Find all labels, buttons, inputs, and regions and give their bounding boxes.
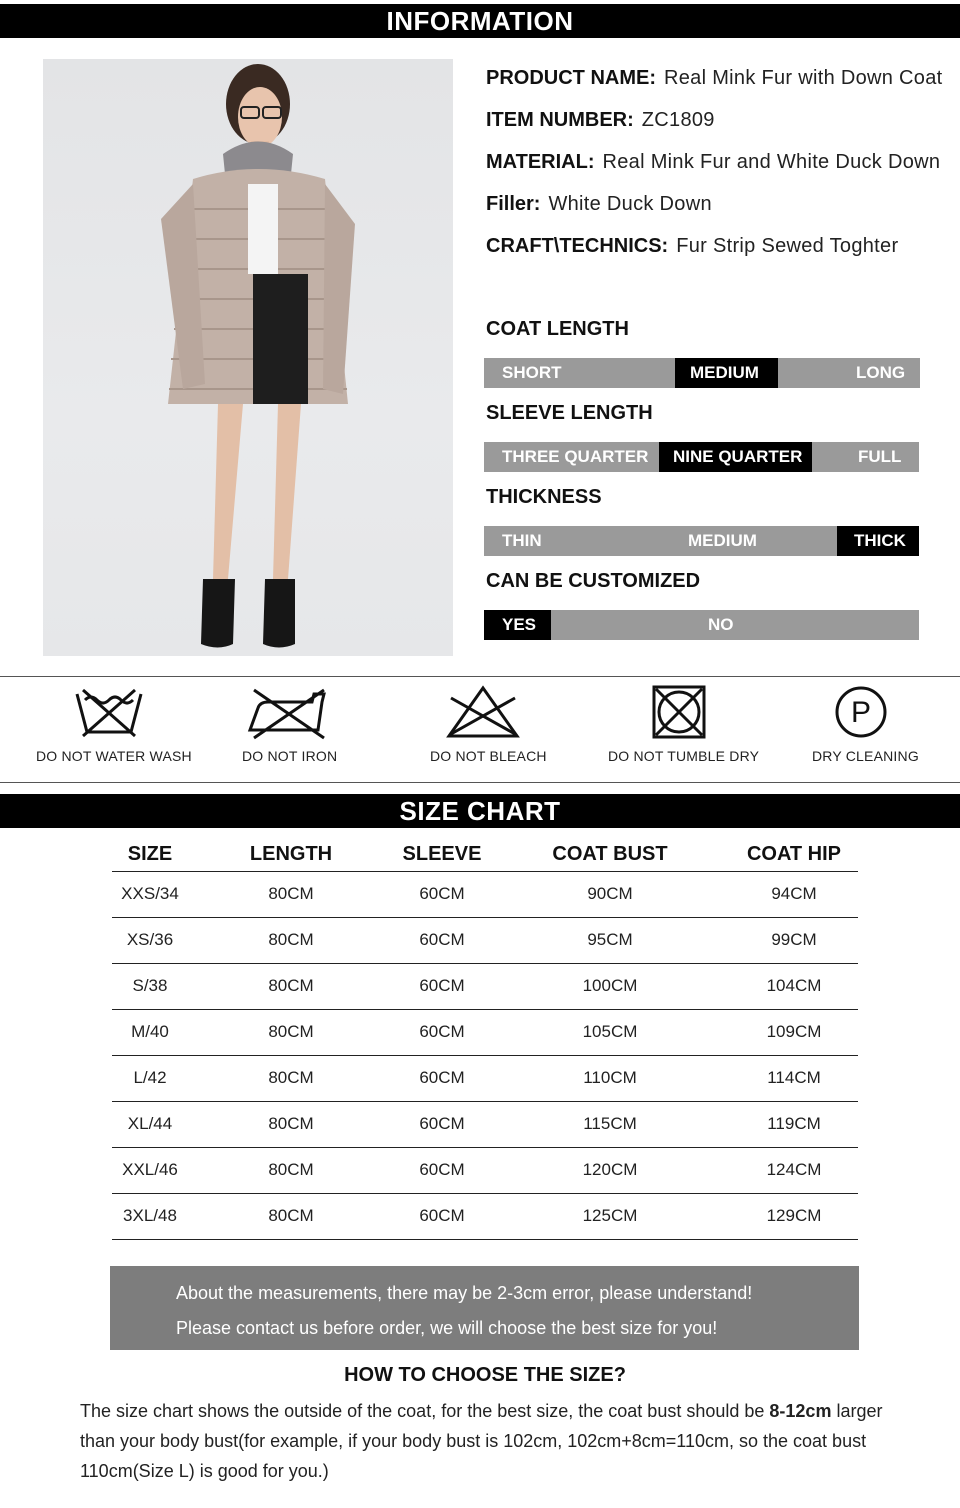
thickness-thick-selected: THICK	[837, 526, 919, 556]
sleeve-length-scale	[484, 442, 919, 472]
cell-size: M/40	[112, 1009, 188, 1055]
size-chart-table	[112, 838, 858, 1240]
cell-hip: 94CM	[730, 871, 858, 917]
cell-bust: 105CM	[490, 1009, 730, 1055]
no-bleach-icon	[445, 684, 521, 740]
care-no-iron	[242, 684, 338, 764]
thickness-scale	[484, 526, 919, 556]
cell-sleeve: 60CM	[394, 1101, 490, 1147]
sleeve-length-full: FULL	[858, 447, 902, 466]
table-row	[112, 917, 858, 963]
craft-row	[486, 230, 960, 272]
cell-hip: 109CM	[730, 1009, 858, 1055]
cell-length: 80CM	[188, 1101, 394, 1147]
cell-length: 80CM	[188, 1009, 394, 1055]
cell-hip: 104CM	[730, 963, 858, 1009]
no-iron-icon	[246, 684, 330, 740]
care-label-no-iron: DO NOT IRON	[242, 748, 338, 764]
product-info	[486, 62, 960, 272]
no-tumble-dry-icon	[651, 684, 707, 740]
care-label-dry-cleaning: DRY CLEANING	[812, 748, 919, 764]
howto-text-bold: 8-12cm	[769, 1401, 832, 1421]
item-number-value: ZC1809	[641, 109, 715, 131]
cell-hip: 124CM	[730, 1147, 858, 1193]
model-coat-illustration	[43, 59, 453, 656]
customized-no: NO	[708, 615, 734, 634]
dry-cleaning-icon	[833, 684, 889, 740]
cell-sleeve: 60CM	[394, 871, 490, 917]
thickness-title: THICKNESS	[486, 486, 602, 508]
coat-length-long: LONG	[856, 363, 906, 382]
col-length-header: LENGTH	[188, 838, 394, 871]
coat-length-medium-selected: MEDIUM	[675, 358, 778, 388]
sleeve-length-title: SLEEVE LENGTH	[486, 402, 653, 424]
coat-length-scale	[484, 358, 920, 388]
filler-row	[486, 188, 960, 230]
col-size-header: SIZE	[112, 838, 188, 871]
cell-sleeve: 60CM	[394, 1147, 490, 1193]
table-row	[112, 1055, 858, 1101]
item-number-row	[486, 104, 960, 146]
cell-bust: 90CM	[490, 871, 730, 917]
product-name-label: PRODUCT NAME:	[486, 67, 656, 89]
coat-length-short: SHORT	[502, 363, 562, 382]
table-row	[112, 1147, 858, 1193]
cell-size: XS/36	[112, 917, 188, 963]
table-row	[112, 1101, 858, 1147]
cell-hip: 99CM	[730, 917, 858, 963]
material-row	[486, 146, 960, 188]
filler-label: Filler:	[486, 193, 541, 215]
cell-size: XXS/34	[112, 871, 188, 917]
filler-value: White Duck Down	[548, 193, 712, 215]
item-number-label: ITEM NUMBER:	[486, 109, 634, 131]
cell-length: 80CM	[188, 1193, 394, 1239]
cell-length: 80CM	[188, 963, 394, 1009]
howto-text-part-2: larger than your body bust(for example, if your body bust is 102cm, 102cm+8cm=110cm, so the coat bust 110cm(Size L) is good for you.)	[80, 1401, 883, 1481]
cell-hip: 129CM	[730, 1193, 858, 1239]
material-label: MATERIAL:	[486, 151, 595, 173]
howto-text	[80, 1396, 910, 1486]
cell-sleeve: 60CM	[394, 1009, 490, 1055]
table-row	[112, 871, 858, 917]
care-divider-bottom	[0, 782, 960, 783]
care-label-no-bleach: DO NOT BLEACH	[430, 748, 547, 764]
note-line-2: Please contact us before order, we will choose the best size for you!	[176, 1318, 718, 1338]
table-row	[112, 963, 858, 1009]
howto-text-part-1: The size chart shows the outside of the coat, for the best size, the coat bust should be	[80, 1401, 770, 1421]
cell-sleeve: 60CM	[394, 917, 490, 963]
size-chart-header: SIZE CHART	[0, 794, 960, 828]
no-water-wash-icon	[73, 684, 145, 740]
col-bust-header: COAT BUST	[490, 838, 730, 871]
information-header: INFORMATION	[0, 4, 960, 38]
customized-title: CAN BE CUSTOMIZED	[486, 570, 701, 592]
thickness-thin: THIN	[502, 531, 542, 550]
measurement-note	[110, 1266, 859, 1350]
product-name-value: Real Mink Fur with Down Coat	[664, 67, 943, 89]
svg-text:P: P	[850, 696, 872, 729]
product-photo	[43, 59, 453, 656]
cell-sleeve: 60CM	[394, 1055, 490, 1101]
table-row	[112, 1009, 858, 1055]
care-divider-top	[0, 676, 960, 677]
care-no-tumble-dry	[608, 684, 760, 764]
sleeve-length-nine-quarter-selected: NINE QUARTER	[659, 442, 812, 472]
cell-size: S/38	[112, 963, 188, 1009]
thickness-medium: MEDIUM	[688, 531, 757, 550]
note-line-1: About the measurements, there may be 2-3cm error, please understand!	[176, 1283, 753, 1303]
craft-value: Fur Strip Sewed Toghter	[676, 235, 899, 257]
col-hip-header: COAT HIP	[730, 838, 858, 871]
care-label-no-water-wash: DO NOT WATER WASH	[36, 748, 192, 764]
cell-size: L/42	[112, 1055, 188, 1101]
cell-bust: 100CM	[490, 963, 730, 1009]
care-label-no-tumble-dry: DO NOT TUMBLE DRY	[608, 748, 760, 764]
cell-sleeve: 60CM	[394, 963, 490, 1009]
cell-size: XXL/46	[112, 1147, 188, 1193]
col-sleeve-header: SLEEVE	[394, 838, 490, 871]
care-no-bleach	[430, 684, 547, 764]
care-dry-cleaning	[812, 684, 919, 764]
cell-sleeve: 60CM	[394, 1193, 490, 1239]
cell-bust: 95CM	[490, 917, 730, 963]
cell-length: 80CM	[188, 917, 394, 963]
cell-size: 3XL/48	[112, 1193, 188, 1239]
cell-bust: 120CM	[490, 1147, 730, 1193]
product-name-row	[486, 62, 960, 104]
coat-length-title: COAT LENGTH	[486, 318, 629, 340]
size-chart-header-row	[112, 838, 858, 871]
table-row	[112, 1193, 858, 1239]
cell-length: 80CM	[188, 871, 394, 917]
cell-hip: 119CM	[730, 1101, 858, 1147]
cell-hip: 114CM	[730, 1055, 858, 1101]
cell-length: 80CM	[188, 1055, 394, 1101]
material-value: Real Mink Fur and White Duck Down	[602, 151, 941, 173]
cell-bust: 115CM	[490, 1101, 730, 1147]
cell-length: 80CM	[188, 1147, 394, 1193]
customized-scale	[484, 610, 919, 640]
sleeve-length-three-quarter: THREE QUARTER	[502, 447, 649, 466]
cell-bust: 125CM	[490, 1193, 730, 1239]
care-no-water-wash	[36, 684, 192, 764]
cell-size: XL/44	[112, 1101, 188, 1147]
customized-yes-selected: YES	[484, 610, 551, 640]
howto-title: HOW TO CHOOSE THE SIZE?	[344, 1364, 626, 1386]
craft-label: CRAFT\TECHNICS:	[486, 235, 669, 257]
cell-bust: 110CM	[490, 1055, 730, 1101]
